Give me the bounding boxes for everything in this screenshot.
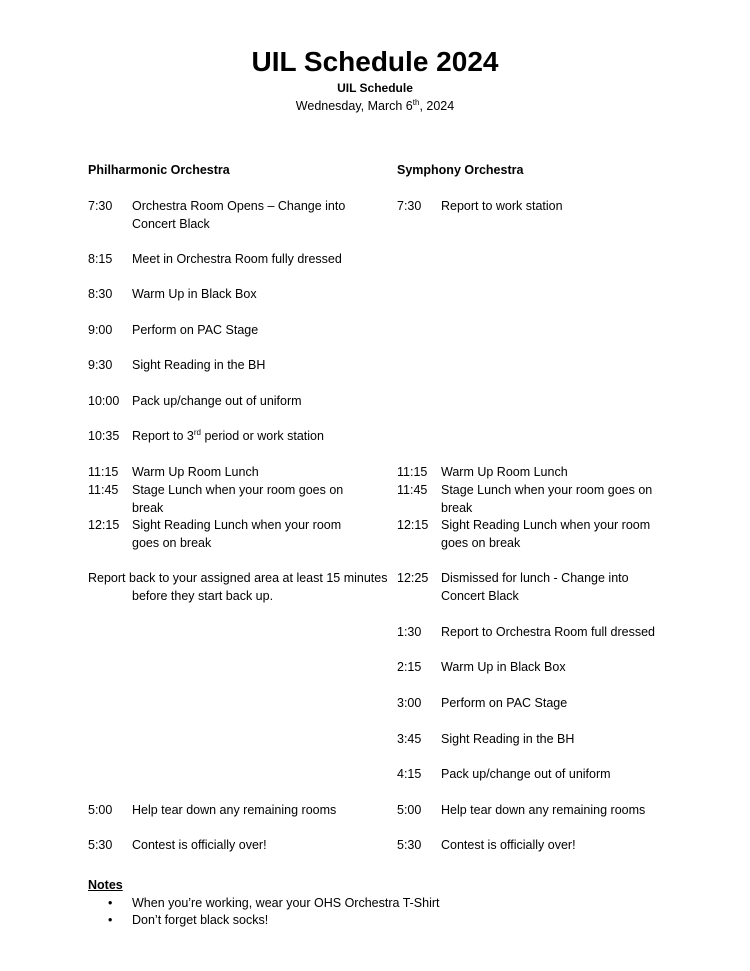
entry-time: 12:15 [397, 518, 429, 532]
entry-time: 7:30 [88, 199, 113, 213]
entry-time: 11:45 [88, 483, 119, 497]
entry-time: 11:45 [397, 483, 428, 497]
entry-text: Warm Up Room Lunch [132, 465, 259, 479]
page-subtitle: UIL Schedule [337, 81, 413, 95]
entry-text-ordinal: rd [193, 427, 201, 437]
entry-time: 8:30 [88, 287, 113, 301]
entry-time: 5:00 [88, 803, 113, 817]
entry-text: Perform on PAC Stage [441, 696, 568, 710]
entry-time: 10:35 [88, 429, 120, 443]
entry-text [132, 427, 357, 445]
entry-time: 11:15 [397, 465, 428, 479]
bullet-icon: • [108, 913, 113, 927]
entry-text: Help tear down any remaining rooms [441, 803, 646, 817]
entry-text: Sight Reading Lunch when your room goes on break [441, 518, 651, 550]
entry-time: 11:15 [88, 465, 119, 479]
entry-time: 3:45 [397, 732, 422, 746]
entry-text: Orchestra Room Opens – Change into Concert Black [132, 199, 346, 231]
entry-text: Warm Up in Black Box [441, 660, 566, 674]
entry-time: 5:30 [88, 838, 113, 852]
entry-text: Sight Reading Lunch when your room goes on break [132, 518, 342, 550]
page-title: UIL Schedule 2024 [251, 46, 499, 77]
entry-time: 12:25 [397, 571, 429, 585]
date-main: Wednesday, March 6 [295, 99, 413, 113]
entry-text: Pack up/change out of uniform [441, 767, 611, 781]
entry-text: Report to Orchestra Room full dressed [441, 625, 655, 639]
entry-time: 7:30 [397, 199, 422, 213]
entry-text: Meet in Orchestra Room fully dressed [132, 252, 342, 266]
note-text: When you’re working, wear your OHS Orchestra T-Shirt [132, 896, 440, 910]
entry-text: Contest is officially over! [441, 838, 576, 852]
entry-time: 12:15 [88, 518, 120, 532]
entry-time: 4:15 [397, 767, 422, 781]
note-text: Don’t forget black socks! [132, 913, 269, 927]
symphony-heading: Symphony Orchestra [397, 163, 524, 177]
entry-time: 5:30 [397, 838, 422, 852]
entry-time: 10:00 [88, 394, 120, 408]
entry-time: 2:15 [397, 660, 422, 674]
entry-text: Warm Up in Black Box [132, 287, 257, 301]
entry-text: Warm Up Room Lunch [441, 465, 568, 479]
entry-time: 3:00 [397, 696, 422, 710]
report-back-note: Report back to your assigned area at least 15 minutes before they start back up. [88, 571, 388, 603]
entry-time: 1:30 [397, 625, 422, 639]
entry-text: Sight Reading in the BH [441, 732, 575, 746]
entry-time: 8:15 [88, 252, 113, 266]
entry-text-end: period or work station [200, 429, 324, 443]
entry-text: Sight Reading in the BH [132, 358, 266, 372]
philharmonic-heading: Philharmonic Orchestra [88, 163, 230, 177]
entry-text: Stage Lunch when your room goes on break [441, 483, 653, 515]
event-date [0, 97, 750, 115]
date-ordinal: th [412, 97, 420, 107]
entry-text: Perform on PAC Stage [132, 323, 259, 337]
entry-time: 5:00 [397, 803, 422, 817]
date-year: , 2024 [419, 99, 455, 113]
entry-text-start: Report to 3 [132, 429, 194, 443]
entry-text: Dismissed for lunch - Change into Concert Black [441, 571, 629, 603]
entry-text: Contest is officially over! [132, 838, 267, 852]
entry-text: Stage Lunch when your room goes on break [132, 483, 344, 515]
entry-text: Help tear down any remaining rooms [132, 803, 337, 817]
notes-heading: Notes [88, 878, 123, 892]
entry-text: Report to work station [441, 199, 563, 213]
bullet-icon: • [108, 896, 113, 910]
entry-text: Pack up/change out of uniform [132, 394, 302, 408]
entry-time: 9:30 [88, 358, 113, 372]
entry-time: 9:00 [88, 323, 113, 337]
